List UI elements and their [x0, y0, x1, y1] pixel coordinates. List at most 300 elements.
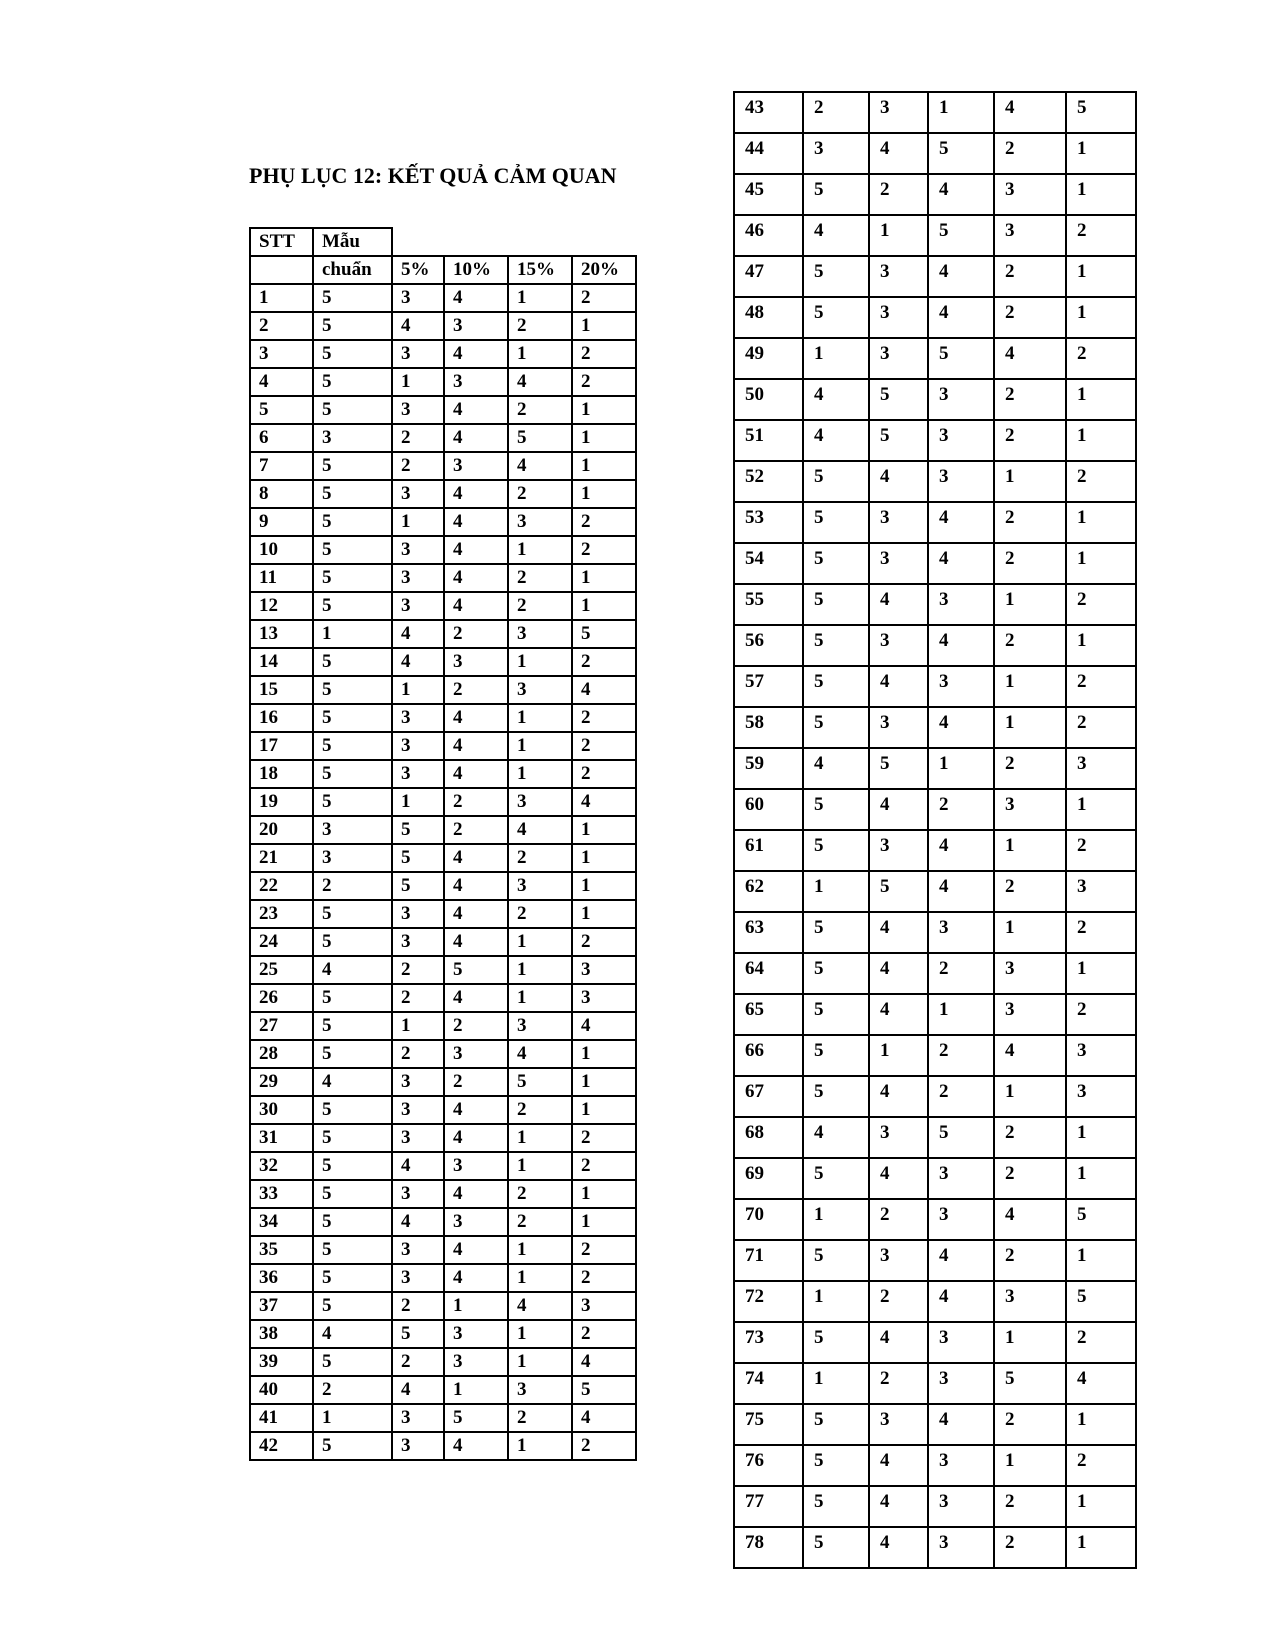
row-number-cell: 30 — [250, 1096, 313, 1124]
table-row — [734, 1158, 1136, 1199]
score-cell: 1 — [572, 312, 636, 340]
score-cell: 5 — [803, 953, 869, 994]
score-cell: 4 — [313, 956, 392, 984]
score-cell: 5 — [392, 1320, 444, 1348]
row-number-cell: 18 — [250, 760, 313, 788]
score-cell: 5 — [803, 666, 869, 707]
score-cell: 2 — [994, 420, 1066, 461]
score-cell: 5 — [928, 1117, 994, 1158]
table-row — [734, 1363, 1136, 1404]
score-cell: 1 — [1066, 953, 1136, 994]
score-cell: 3 — [572, 984, 636, 1012]
row-number-cell: 28 — [250, 1040, 313, 1068]
score-cell: 1 — [572, 872, 636, 900]
score-cell: 4 — [444, 984, 508, 1012]
score-cell: 4 — [444, 1096, 508, 1124]
score-cell: 1 — [572, 1208, 636, 1236]
score-cell: 5 — [313, 368, 392, 396]
row-number-cell: 49 — [734, 338, 803, 379]
row-number-cell: 21 — [250, 844, 313, 872]
score-cell: 4 — [508, 452, 572, 480]
score-cell: 2 — [994, 1158, 1066, 1199]
score-cell: 4 — [444, 760, 508, 788]
score-cell: 5 — [444, 1404, 508, 1432]
score-cell: 5 — [313, 1096, 392, 1124]
score-cell: 1 — [508, 956, 572, 984]
row-number-cell: 15 — [250, 676, 313, 704]
score-cell: 4 — [803, 215, 869, 256]
header-sample-line1: Mẫu — [313, 228, 392, 256]
score-cell: 5 — [313, 1432, 392, 1460]
table-header-row-1 — [250, 228, 636, 256]
score-cell: 1 — [1066, 1404, 1136, 1445]
score-cell: 3 — [1066, 871, 1136, 912]
table-row — [250, 424, 636, 452]
table-row — [250, 1208, 636, 1236]
row-number-cell: 37 — [250, 1292, 313, 1320]
score-cell: 5 — [803, 297, 869, 338]
score-cell: 4 — [803, 420, 869, 461]
score-cell: 3 — [508, 872, 572, 900]
table-row — [250, 508, 636, 536]
score-cell: 4 — [928, 1240, 994, 1281]
table-row — [250, 1152, 636, 1180]
score-cell: 2 — [1066, 666, 1136, 707]
score-cell: 1 — [928, 748, 994, 789]
score-cell: 4 — [928, 1281, 994, 1322]
score-cell: 2 — [572, 284, 636, 312]
score-cell: 3 — [928, 1445, 994, 1486]
score-cell: 3 — [508, 676, 572, 704]
score-cell: 5 — [313, 1152, 392, 1180]
table-row — [734, 584, 1136, 625]
score-cell: 3 — [928, 666, 994, 707]
row-number-cell: 68 — [734, 1117, 803, 1158]
row-number-cell: 45 — [734, 174, 803, 215]
table-row — [734, 502, 1136, 543]
score-cell: 1 — [392, 368, 444, 396]
table-header-row-2 — [250, 256, 636, 284]
row-number-cell: 8 — [250, 480, 313, 508]
row-number-cell: 25 — [250, 956, 313, 984]
row-number-cell: 51 — [734, 420, 803, 461]
score-cell: 4 — [444, 844, 508, 872]
score-cell: 2 — [994, 1527, 1066, 1568]
score-cell: 3 — [313, 816, 392, 844]
score-cell: 4 — [444, 1264, 508, 1292]
table-row — [250, 340, 636, 368]
score-cell: 3 — [1066, 748, 1136, 789]
score-cell: 3 — [928, 1322, 994, 1363]
score-cell: 4 — [869, 1486, 928, 1527]
table-row — [734, 92, 1136, 133]
score-cell: 1 — [572, 480, 636, 508]
row-number-cell: 7 — [250, 452, 313, 480]
score-cell: 3 — [392, 1068, 444, 1096]
table-body-rows-1-42 — [250, 284, 636, 1460]
score-cell: 3 — [392, 1096, 444, 1124]
score-cell: 2 — [508, 564, 572, 592]
score-cell: 3 — [994, 953, 1066, 994]
score-cell: 1 — [994, 830, 1066, 871]
score-cell: 1 — [803, 871, 869, 912]
row-number-cell: 41 — [250, 1404, 313, 1432]
score-cell: 2 — [572, 928, 636, 956]
table-row — [250, 536, 636, 564]
score-cell: 2 — [508, 396, 572, 424]
score-cell: 3 — [994, 174, 1066, 215]
score-cell: 3 — [994, 994, 1066, 1035]
score-cell: 3 — [444, 1040, 508, 1068]
score-cell: 4 — [444, 508, 508, 536]
score-cell: 2 — [1066, 1322, 1136, 1363]
score-cell: 4 — [928, 297, 994, 338]
row-number-cell: 70 — [734, 1199, 803, 1240]
sensory-results-table-left — [249, 227, 637, 1461]
score-cell: 3 — [869, 297, 928, 338]
table-row — [734, 748, 1136, 789]
row-number-cell: 64 — [734, 953, 803, 994]
score-cell: 2 — [994, 297, 1066, 338]
score-cell: 4 — [994, 338, 1066, 379]
table-row — [734, 215, 1136, 256]
page-title: PHỤ LỤC 12: KẾT QUẢ CẢM QUAN — [249, 163, 617, 188]
score-cell: 4 — [869, 133, 928, 174]
score-cell: 4 — [444, 928, 508, 956]
row-number-cell: 54 — [734, 543, 803, 584]
row-number-cell: 40 — [250, 1376, 313, 1404]
score-cell: 2 — [994, 625, 1066, 666]
score-cell: 2 — [444, 1068, 508, 1096]
score-cell: 4 — [392, 1376, 444, 1404]
score-cell: 4 — [508, 816, 572, 844]
score-cell: 5 — [803, 625, 869, 666]
score-cell: 2 — [1066, 994, 1136, 1035]
score-cell: 2 — [444, 788, 508, 816]
score-cell: 4 — [444, 1124, 508, 1152]
score-cell: 2 — [572, 1320, 636, 1348]
score-cell: 3 — [392, 592, 444, 620]
score-cell: 5 — [313, 1180, 392, 1208]
score-cell: 2 — [994, 502, 1066, 543]
table-row — [734, 912, 1136, 953]
score-cell: 4 — [803, 1117, 869, 1158]
header-5-percent: 5% — [392, 256, 444, 284]
score-cell: 2 — [392, 1040, 444, 1068]
score-cell: 5 — [803, 1158, 869, 1199]
score-cell: 4 — [444, 480, 508, 508]
score-cell: 3 — [869, 830, 928, 871]
score-cell: 2 — [572, 1236, 636, 1264]
row-number-cell: 73 — [734, 1322, 803, 1363]
score-cell: 2 — [928, 1035, 994, 1076]
row-number-cell: 36 — [250, 1264, 313, 1292]
score-cell: 1 — [1066, 297, 1136, 338]
score-cell: 3 — [392, 1264, 444, 1292]
score-cell: 5 — [803, 461, 869, 502]
score-cell: 5 — [803, 1240, 869, 1281]
score-cell: 1 — [572, 1068, 636, 1096]
score-cell: 2 — [313, 1376, 392, 1404]
row-number-cell: 67 — [734, 1076, 803, 1117]
score-cell: 2 — [508, 592, 572, 620]
table-row — [734, 1035, 1136, 1076]
score-cell: 4 — [869, 666, 928, 707]
score-cell: 3 — [444, 312, 508, 340]
score-cell: 4 — [444, 1432, 508, 1460]
score-cell: 4 — [444, 424, 508, 452]
table-row — [734, 789, 1136, 830]
table-row — [250, 900, 636, 928]
row-number-cell: 33 — [250, 1180, 313, 1208]
score-cell: 4 — [994, 1199, 1066, 1240]
score-cell: 5 — [313, 284, 392, 312]
table-row — [250, 1096, 636, 1124]
score-cell: 1 — [508, 1124, 572, 1152]
score-cell: 4 — [572, 788, 636, 816]
table-row — [734, 666, 1136, 707]
score-cell: 2 — [572, 1124, 636, 1152]
row-number-cell: 60 — [734, 789, 803, 830]
score-cell: 3 — [392, 396, 444, 424]
table-row — [250, 872, 636, 900]
score-cell: 2 — [508, 1404, 572, 1432]
score-cell: 3 — [444, 1208, 508, 1236]
table-row — [250, 928, 636, 956]
score-cell: 5 — [313, 1040, 392, 1068]
score-cell: 4 — [869, 994, 928, 1035]
row-number-cell: 44 — [734, 133, 803, 174]
row-number-cell: 24 — [250, 928, 313, 956]
table-row — [734, 379, 1136, 420]
row-number-cell: 58 — [734, 707, 803, 748]
score-cell: 1 — [803, 338, 869, 379]
score-cell: 3 — [869, 707, 928, 748]
score-cell: 3 — [392, 1404, 444, 1432]
score-cell: 1 — [572, 564, 636, 592]
score-cell: 5 — [313, 508, 392, 536]
table-row — [734, 1527, 1136, 1568]
header-stt: STT — [250, 228, 313, 256]
row-number-cell: 56 — [734, 625, 803, 666]
score-cell: 4 — [994, 1035, 1066, 1076]
score-cell: 1 — [508, 1236, 572, 1264]
score-cell: 3 — [928, 379, 994, 420]
score-cell: 5 — [313, 1236, 392, 1264]
row-number-cell: 48 — [734, 297, 803, 338]
score-cell: 3 — [994, 1281, 1066, 1322]
table-row — [250, 1348, 636, 1376]
score-cell: 1 — [572, 1040, 636, 1068]
row-number-cell: 74 — [734, 1363, 803, 1404]
score-cell: 4 — [928, 871, 994, 912]
score-cell: 1 — [508, 1432, 572, 1460]
score-cell: 4 — [869, 789, 928, 830]
table-row — [250, 564, 636, 592]
row-number-cell: 5 — [250, 396, 313, 424]
score-cell: 2 — [572, 732, 636, 760]
row-number-cell: 47 — [734, 256, 803, 297]
score-cell: 1 — [1066, 420, 1136, 461]
row-number-cell: 19 — [250, 788, 313, 816]
score-cell: 2 — [1066, 215, 1136, 256]
score-cell: 2 — [508, 1180, 572, 1208]
row-number-cell: 62 — [734, 871, 803, 912]
score-cell: 5 — [803, 830, 869, 871]
header-15-percent: 15% — [508, 256, 572, 284]
score-cell: 5 — [803, 543, 869, 584]
score-cell: 1 — [869, 215, 928, 256]
score-cell: 5 — [803, 994, 869, 1035]
table-row — [250, 1068, 636, 1096]
score-cell: 5 — [313, 1012, 392, 1040]
score-cell: 4 — [928, 707, 994, 748]
score-cell: 5 — [313, 1348, 392, 1376]
score-cell: 2 — [572, 1432, 636, 1460]
score-cell: 1 — [444, 1292, 508, 1320]
table-row — [734, 1404, 1136, 1445]
score-cell: 3 — [444, 452, 508, 480]
score-cell: 5 — [313, 732, 392, 760]
score-cell: 5 — [803, 1445, 869, 1486]
score-cell: 5 — [313, 788, 392, 816]
header-spacer — [392, 228, 636, 256]
table-row — [734, 1322, 1136, 1363]
score-cell: 2 — [869, 174, 928, 215]
score-cell: 4 — [928, 830, 994, 871]
score-cell: 4 — [392, 620, 444, 648]
score-cell: 4 — [869, 1322, 928, 1363]
score-cell: 2 — [392, 1348, 444, 1376]
score-cell: 2 — [994, 1486, 1066, 1527]
score-cell: 4 — [444, 592, 508, 620]
score-cell: 1 — [1066, 379, 1136, 420]
table-row — [734, 174, 1136, 215]
score-cell: 2 — [572, 648, 636, 676]
score-cell: 2 — [572, 340, 636, 368]
score-cell: 5 — [803, 174, 869, 215]
score-cell: 1 — [1066, 1117, 1136, 1158]
score-cell: 2 — [1066, 707, 1136, 748]
score-cell: 1 — [392, 508, 444, 536]
score-cell: 3 — [444, 1348, 508, 1376]
table-row — [734, 133, 1136, 174]
score-cell: 1 — [508, 340, 572, 368]
score-cell: 3 — [392, 928, 444, 956]
row-number-cell: 53 — [734, 502, 803, 543]
score-cell: 1 — [1066, 625, 1136, 666]
table-row — [250, 1404, 636, 1432]
score-cell: 4 — [392, 1208, 444, 1236]
score-cell: 1 — [803, 1199, 869, 1240]
score-cell: 3 — [392, 1124, 444, 1152]
score-cell: 4 — [313, 1320, 392, 1348]
table-row — [734, 830, 1136, 871]
score-cell: 1 — [869, 1035, 928, 1076]
row-number-cell: 14 — [250, 648, 313, 676]
row-number-cell: 22 — [250, 872, 313, 900]
score-cell: 4 — [869, 1076, 928, 1117]
score-cell: 5 — [994, 1363, 1066, 1404]
score-cell: 4 — [928, 502, 994, 543]
score-cell: 1 — [572, 592, 636, 620]
score-cell: 3 — [508, 1012, 572, 1040]
score-cell: 1 — [508, 648, 572, 676]
score-cell: 2 — [508, 312, 572, 340]
row-number-cell: 71 — [734, 1240, 803, 1281]
row-number-cell: 61 — [734, 830, 803, 871]
table-row — [250, 396, 636, 424]
score-cell: 1 — [572, 816, 636, 844]
score-cell: 4 — [508, 1040, 572, 1068]
score-cell: 4 — [869, 912, 928, 953]
score-cell: 1 — [1066, 174, 1136, 215]
score-cell: 1 — [994, 584, 1066, 625]
score-cell: 5 — [313, 452, 392, 480]
table-body-rows-43-78 — [734, 92, 1136, 1568]
row-number-cell: 63 — [734, 912, 803, 953]
score-cell: 5 — [869, 748, 928, 789]
table-row — [734, 1240, 1136, 1281]
score-cell: 3 — [392, 732, 444, 760]
row-number-cell: 43 — [734, 92, 803, 133]
score-cell: 3 — [928, 461, 994, 502]
score-cell: 5 — [803, 584, 869, 625]
score-cell: 3 — [392, 760, 444, 788]
score-cell: 4 — [508, 1292, 572, 1320]
table-row — [250, 480, 636, 508]
score-cell: 4 — [392, 312, 444, 340]
table-row — [250, 1236, 636, 1264]
score-cell: 1 — [508, 1348, 572, 1376]
score-cell: 1 — [508, 1320, 572, 1348]
score-cell: 5 — [869, 871, 928, 912]
row-number-cell: 75 — [734, 1404, 803, 1445]
score-cell: 4 — [444, 1236, 508, 1264]
score-cell: 1 — [1066, 1527, 1136, 1568]
score-cell: 4 — [994, 92, 1066, 133]
row-number-cell: 52 — [734, 461, 803, 502]
score-cell: 2 — [994, 1404, 1066, 1445]
row-number-cell: 59 — [734, 748, 803, 789]
score-cell: 5 — [1066, 1199, 1136, 1240]
score-cell: 4 — [928, 543, 994, 584]
score-cell: 5 — [313, 704, 392, 732]
score-cell: 2 — [994, 379, 1066, 420]
score-cell: 2 — [572, 760, 636, 788]
row-number-cell: 35 — [250, 1236, 313, 1264]
score-cell: 4 — [444, 564, 508, 592]
score-cell: 3 — [928, 584, 994, 625]
score-cell: 2 — [508, 900, 572, 928]
score-cell: 5 — [869, 379, 928, 420]
score-cell: 3 — [392, 340, 444, 368]
score-cell: 1 — [994, 1322, 1066, 1363]
score-cell: 1 — [1066, 1240, 1136, 1281]
score-cell: 4 — [572, 1404, 636, 1432]
header-10-percent: 10% — [444, 256, 508, 284]
score-cell: 3 — [392, 1236, 444, 1264]
score-cell: 4 — [444, 536, 508, 564]
score-cell: 2 — [1066, 1445, 1136, 1486]
table-row — [734, 1199, 1136, 1240]
score-cell: 1 — [572, 900, 636, 928]
score-cell: 1 — [444, 1376, 508, 1404]
score-cell: 1 — [572, 844, 636, 872]
score-cell: 4 — [928, 174, 994, 215]
score-cell: 2 — [869, 1199, 928, 1240]
row-number-cell: 39 — [250, 1348, 313, 1376]
